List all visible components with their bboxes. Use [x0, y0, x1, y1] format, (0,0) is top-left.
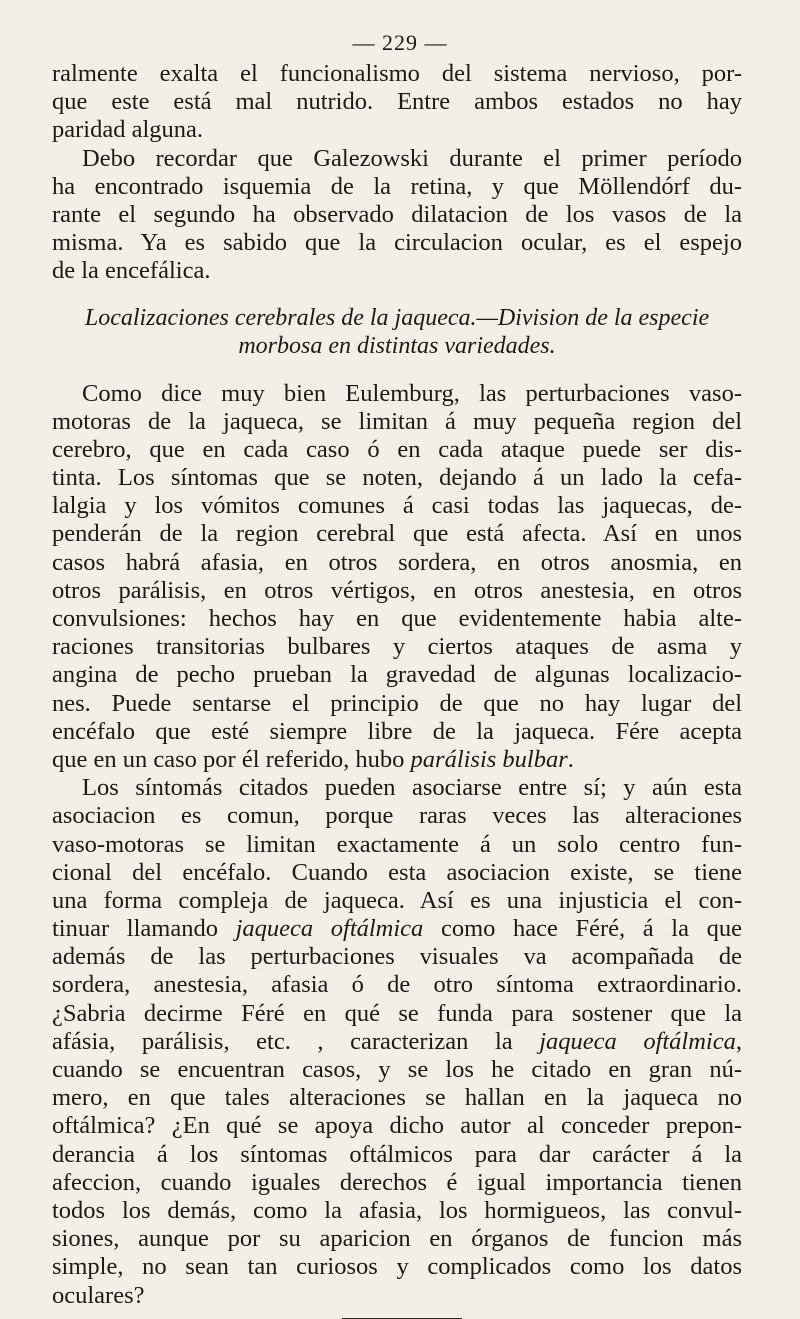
section-heading: Localizaciones cerebrales de la jaqueca.—Division de la especie: [84, 304, 710, 331]
text-line: ¿Sabria decirme Féré en qué se funda para sostener que la: [52, 999, 742, 1027]
text-line: motoras de la jaqueca, se limitan á muy pequeña region del: [52, 407, 742, 435]
text-line: encéfalo que esté siempre libre de la jaqueca. Fére acepta: [52, 717, 742, 745]
text-fragment: ,: [735, 1027, 742, 1055]
text-line: otros parálisis, en otros vértigos, en otros anestesia, en otros: [52, 576, 742, 604]
text-line: [52, 1028, 742, 1056]
text-line: nes. Puede sentarse el principio de que no hay lugar del: [52, 689, 742, 717]
text-fragment: como hace Féré, á la que: [423, 915, 742, 943]
text-line: cional del encéfalo. Cuando esta asociacion existe, se tiene: [52, 858, 742, 886]
text-line: oculares?: [52, 1281, 145, 1309]
text-line: sordera, anestesia, afasia ó de otro síntoma extraordinario.: [52, 971, 742, 999]
text-line: penderán de la region cerebral que está afecta. Así en unos: [52, 520, 742, 548]
text-line: tinta. Los síntomas que se noten, dejando á un lado la cefa-: [52, 464, 742, 492]
text-line: asociacion es comun, porque raras veces las alteraciones: [52, 802, 742, 830]
text-fragment: afásia, parálisis, etc. , caracterizan la: [52, 1027, 540, 1055]
text-line: cuando se encuentran casos, y se los he citado en gran nú-: [52, 1056, 742, 1083]
text-line: una forma compleja de jaqueca. Así es una injusticia el con-: [52, 886, 742, 914]
text-line: paridad alguna.: [52, 116, 204, 144]
text-line: angina de pecho prueban la gravedad de algunas localizacio-: [52, 661, 742, 689]
text-line: mero, en que tales alteraciones se hallan en la jaqueca no: [52, 1084, 742, 1112]
text-line: ralmente exalta el funcionalismo del sistema nervioso, por-: [52, 60, 742, 87]
text-line: misma. Ya es sabido que la circulacion ocular, es el espejo: [52, 229, 742, 257]
text-line: oftálmica? ¿En qué se apoya dicho autor al conceder prepon-: [52, 1112, 742, 1140]
italic-term: parálisis bulbar: [410, 745, 568, 773]
text-line: lalgia y los vómitos comunes á casi todas las jaquecas, de-: [52, 492, 742, 520]
text-line: [52, 746, 742, 774]
text-line: simple, no sean tan curiosos y complicados como los datos: [52, 1253, 742, 1281]
text-line: convulsiones: hechos hay en que evidentemente habia alte-: [52, 605, 742, 632]
section-heading-continued: morbosa en distintas variedades.: [238, 332, 556, 359]
text-line: además de las perturbaciones visuales va acompañada de: [52, 943, 742, 971]
text-line: todos los demás, como la afasia, los hormigueos, las convul-: [52, 1196, 742, 1224]
italic-term: jaqueca oftálmica: [539, 1027, 736, 1055]
text-line: Como dice muy bien Eulemburg, las perturbaciones vaso-: [82, 379, 742, 407]
text-line: afeccion, cuando iguales derechos é igual importancia tienen: [52, 1168, 742, 1196]
text-line: ha encontrado isquemia de la retina, y que Möllendórf du-: [52, 172, 742, 200]
text-line: cerebro, que en cada caso ó en cada ataque puede ser dis-: [52, 435, 742, 463]
text-line: derancia á los síntomas oftálmicos para dar carácter á la: [52, 1140, 742, 1168]
italic-term: jaqueca oftálmica: [235, 915, 424, 943]
text-line: casos habrá afasia, en otros sordera, en otros anosmia, en: [52, 548, 742, 576]
text-line: rante el segundo ha observado dilatacion de los vasos de la: [52, 200, 742, 228]
text-fragment: .: [567, 745, 574, 773]
text-line: que este está mal nutrido. Entre ambos estados no hay: [52, 88, 742, 116]
text-line: Debo recordar que Galezowski durante el primer período: [82, 144, 742, 172]
text-line: [52, 915, 742, 943]
body-text: [52, 60, 742, 1319]
text-line: raciones transitorias bulbares y ciertos ataques de asma y: [52, 633, 742, 661]
text-fragment: tinuar llamando: [52, 915, 236, 943]
text-line: de la encefálica.: [52, 257, 211, 285]
text-line: Los síntomás citados pueden asociarse entre sí; y aún esta: [82, 774, 742, 802]
text-line: siones, aunque por su aparicion en órganos de funcion más: [52, 1225, 742, 1253]
text-fragment: que en un caso por él referido, hubo: [52, 745, 411, 773]
page-number: — 229 —: [352, 30, 448, 55]
text-line: vaso-motoras se limitan exactamente á un solo centro fun-: [52, 830, 742, 858]
